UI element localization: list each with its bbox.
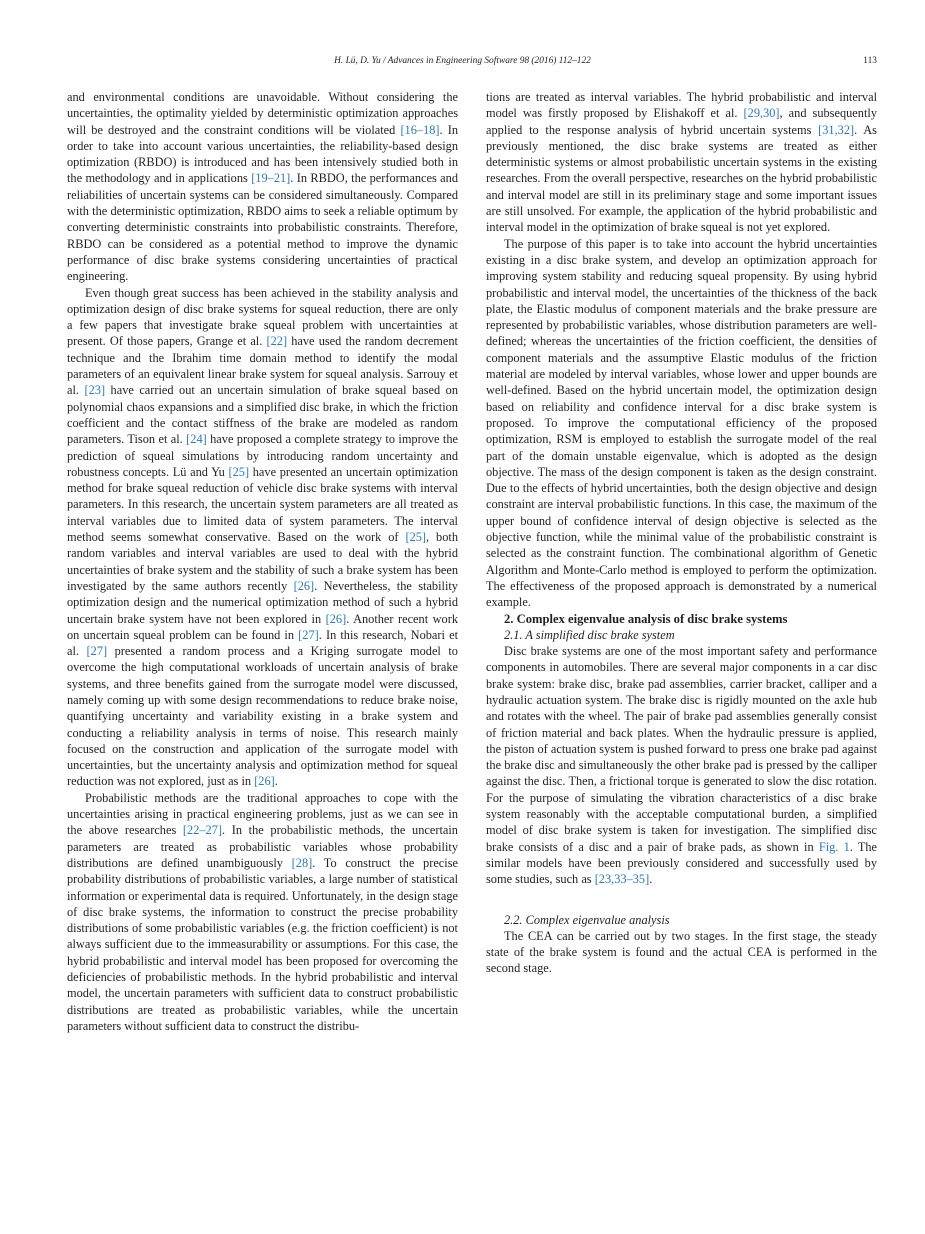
citation-link[interactable]: [24] xyxy=(186,432,207,447)
citation-link[interactable]: [27] xyxy=(298,627,319,642)
citation-link[interactable]: [26] xyxy=(293,578,315,593)
paragraph xyxy=(486,643,877,887)
text-run: Probabilistic methods are the traditional approaches to cope with the uncertainties arising in practical engineering problems, just as we can see in the above researches xyxy=(67,790,458,838)
running-title: H. Lü, D. Yu / Advances in Engineering Software 98 (2016) 112–122 xyxy=(334,56,591,66)
text-run: and environmental conditions are unavoidable. Without considering the uncertainties, the optimality yielded by deterministic optimization approaches will be destroyed and the constraint conditions will be violated xyxy=(67,90,458,137)
citation-link[interactable]: [23,33–35] xyxy=(594,872,650,887)
paragraph xyxy=(486,89,877,236)
text-run: . Nevertheless, the stability optimization design and the numerical optimization method of such a hybrid uncertain brake system have not been explored in xyxy=(67,578,458,626)
text-run: have used the random decrement technique and the Ibrahim time domain method to identify the modal parameters of an equivalent linear brake system for squeal analysis. Sarrouy et al. xyxy=(67,334,458,398)
text-run: . In the probabilistic methods, the uncertain parameters are treated as probabilistic variables whose probability distributions are defined unambiguously xyxy=(67,823,458,870)
paragraph: The purpose of this paper is to take into account the hybrid uncertainties existing in a disc brake system, and develop an optimization approach for improving system stability and reducing squeal propensity. By using hybrid probabilistic and interval model, the uncertainties of the thickness of the back plate, the Elastic modulus of component materials and the brake pressure are represented by probabilistic variables, whose distribution parameters are well-defined; whereas the uncertainties of the friction coefficient, the densities of component materials and the assumptive Elastic modulus of the friction material are modeled by interval variables, whose lower and upper bounds are well-defined. Based on the hybrid uncertain model, the optimization design based on reliability and confidence interval for a disc brake system is proposed. To improve the computational efficiency of the proposed optimization, RSM is employed to establish the surrogate model of the real part of the domain unstable eigenvalue, which is adopted as the design objective. The mass of the design component is taken as the design constraint. Due to the effects of hybrid uncertainties, both the design objective and design constraint are interval probabilistic functions. In this case, the maximum of the upper bound of confidence interval of design objective is selected as the objective function, while the minimal value of the probabilistic constraint is selected as the constraint function. The combinational algorithm of Genetic Algorithm and Monte-Carlo method is employed to perform the optimization. The effectiveness of the proposed approach is demonstrated by a numerical example. xyxy=(486,236,877,610)
subsection-heading: 2.1. A simplified disc brake system xyxy=(504,627,675,642)
text-run: . To construct the precise probability distributions of probabilistic variables, a large number of statistical information or experimental data is required. Unfortunately, in the design stage of disc brake systems, the information to construct the precise probability distributions of some probabilistic variables (e.g. the friction coefficient) is not always sufficient due to the immeasurability or assumptions. For this case, the hybrid probabilistic and interval model has been proposed for overcoming the deficiencies of probabilistic methods. In the hybrid probabilistic and interval model, the uncertain parameters with sufficient data to construct probabilistic distributions are treated as probabilistic variables, while the uncertain parameters without sufficient data to construct the distribu- xyxy=(67,855,458,1033)
paragraph xyxy=(67,790,458,1034)
paragraph xyxy=(67,285,458,790)
text-run: , and subsequently applied to the response analysis of hybrid uncertain systems xyxy=(486,106,877,137)
citation-link[interactable]: [31,32] xyxy=(818,122,855,137)
text-run: . The similar models have been previously considered and successfully used by some studies, such as xyxy=(486,839,878,887)
text-run: , both random variables and interval variables are used to deal with the hybrid uncertainties of brake system and the stability of such a brake system has been investigated by the same authors recently xyxy=(67,530,459,593)
text-run: . As previously mentioned, the disc brake systems are treated as either deterministic systems or almost probabilistic uncertain systems in the existing researches. From the overall perspective, researches on the hybrid probabilistic and interval model are still in its preliminary stage and some important issues are still unsolved. For example, the application of the hybrid probabilistic and interval model in the optimization of brake squeal is not yet explored. xyxy=(486,122,877,235)
text-run: . In RBDO, the performances and reliabilities of uncertain systems can be considered simultaneously. Compared with the deterministic optimization, RBDO aims to seek a reliable optimum by converting deterministic constraints into probabilistic constraints. Therefore, RBDO can be considered as a potential method to improve the dynamic performance of disc brake systems considering uncertainties of practical engineering. xyxy=(67,171,458,284)
text-run: . In order to take into account various uncertainties, the reliability-based design optimization (RBDO) is introduced and has been intensively studied both in the methodology and in applications xyxy=(67,122,458,186)
citation-link[interactable]: [25] xyxy=(228,464,250,479)
citation-link[interactable]: [19–21] xyxy=(251,171,291,186)
text-run: have proposed a complete strategy to improve the prediction of squeal simulations by introducing random uncertainty and robustness concepts. Lü and Yu xyxy=(67,432,459,479)
text-run: Even though great success has been achieved in the stability analysis and optimization design of disc brake systems for squeal reduction, there are only a few papers that investigate brake squeal problem with uncertainties at present. Of those papers, Grange et al. xyxy=(67,285,458,349)
running-head xyxy=(0,56,925,70)
citation-link[interactable]: [26] xyxy=(325,611,347,626)
text-run: have presented an uncertain optimization method for brake squeal reduction of vehicle disc brake systems with interval parameters. In this research, the uncertain system parameters are all treated as interval variables due to limited data of system parameters. The interval method seems somewhat conservative. Based on the work of xyxy=(67,464,458,545)
citation-link[interactable]: [29,30] xyxy=(743,106,780,121)
page-number: 113 xyxy=(863,56,877,66)
section-heading: 2. Complex eigenvalue analysis of disc brake systems xyxy=(504,611,788,626)
text-run: . xyxy=(274,774,278,789)
citation-link[interactable]: [22–27] xyxy=(182,823,222,838)
right-column xyxy=(486,89,877,977)
citation-link[interactable]: [22] xyxy=(266,334,288,349)
paragraph: The CEA can be carried out by two stages. In the first stage, the steady state of the brake system is found and the actual CEA is performed in the second stage. xyxy=(486,928,877,976)
text-run: presented a random process and a Kriging surrogate model to overcome the high computational workloads of uncertain analysis of brake systems, and three benefits gained from the surrogate model were discussed, namely coming up with some design recommendations to reduce brake noise, quantifying uncertainty and variability existing in a brake system and conducting a reliability analysis in terms of noise. This research mainly focused on the construction and application of the surrogate model with uncertainties, but the uncertainty analysis and optimization method for squeal reduction was not explored, just as in xyxy=(67,644,458,789)
figure-link[interactable]: Fig. 1 xyxy=(818,839,850,854)
citation-link[interactable]: [27] xyxy=(86,644,108,659)
citation-link[interactable]: [16–18] xyxy=(400,122,440,137)
citation-link[interactable]: [28] xyxy=(291,855,313,870)
text-run: . xyxy=(649,872,653,887)
subsection-heading: 2.2. Complex eigenvalue analysis xyxy=(504,912,670,927)
left-column xyxy=(67,89,458,1034)
citation-link[interactable]: [23] xyxy=(84,383,106,398)
citation-link[interactable]: [26] xyxy=(254,774,275,789)
paragraph xyxy=(67,89,458,285)
text-run: Disc brake systems are one of the most important safety and performance components in automobiles. There are several major components in a car disc brake system: brake disc, brake pad assemblies, carrier bracket, calliper and a hydraulic actuation system. The brake disc is rigidly mounted on the axle hub and rotates with the wheel. The pair of brake pad assemblies generally consist of friction material and back plates. When the hydraulic pressure is applied, the piston of actuation system is pushed forward to press one brake pad against the brake disc and simultaneously the other brake pad is pressed by the calliper against the disc. Then, a frictional torque is generated to slow the disc rotation. For the purpose of simulating the vibration characteristics of a disc brake system reasonably with the acceptable computational burden, a simplified model of disc brake system is taken for investigation. The simplified disc brake consists of a disc and a pair of brake pads, as shown in xyxy=(486,644,877,854)
text-run: . Another recent work on uncertain squeal problem can be found in xyxy=(67,611,458,642)
citation-link[interactable]: [25] xyxy=(405,530,427,545)
text-run: have carried out an uncertain simulation of brake squeal based on polynomial chaos expansions and a simplified disc brake, in which the friction coefficient and the contact stiffness of the brake are modeled as random parameters. Tison et al. xyxy=(67,383,458,447)
text-run: tions are treated as interval variables. The hybrid probabilistic and interval model was firstly proposed by Elishakoff et al. xyxy=(486,90,877,121)
text-run: . In this research, Nobari et al. xyxy=(67,627,458,659)
